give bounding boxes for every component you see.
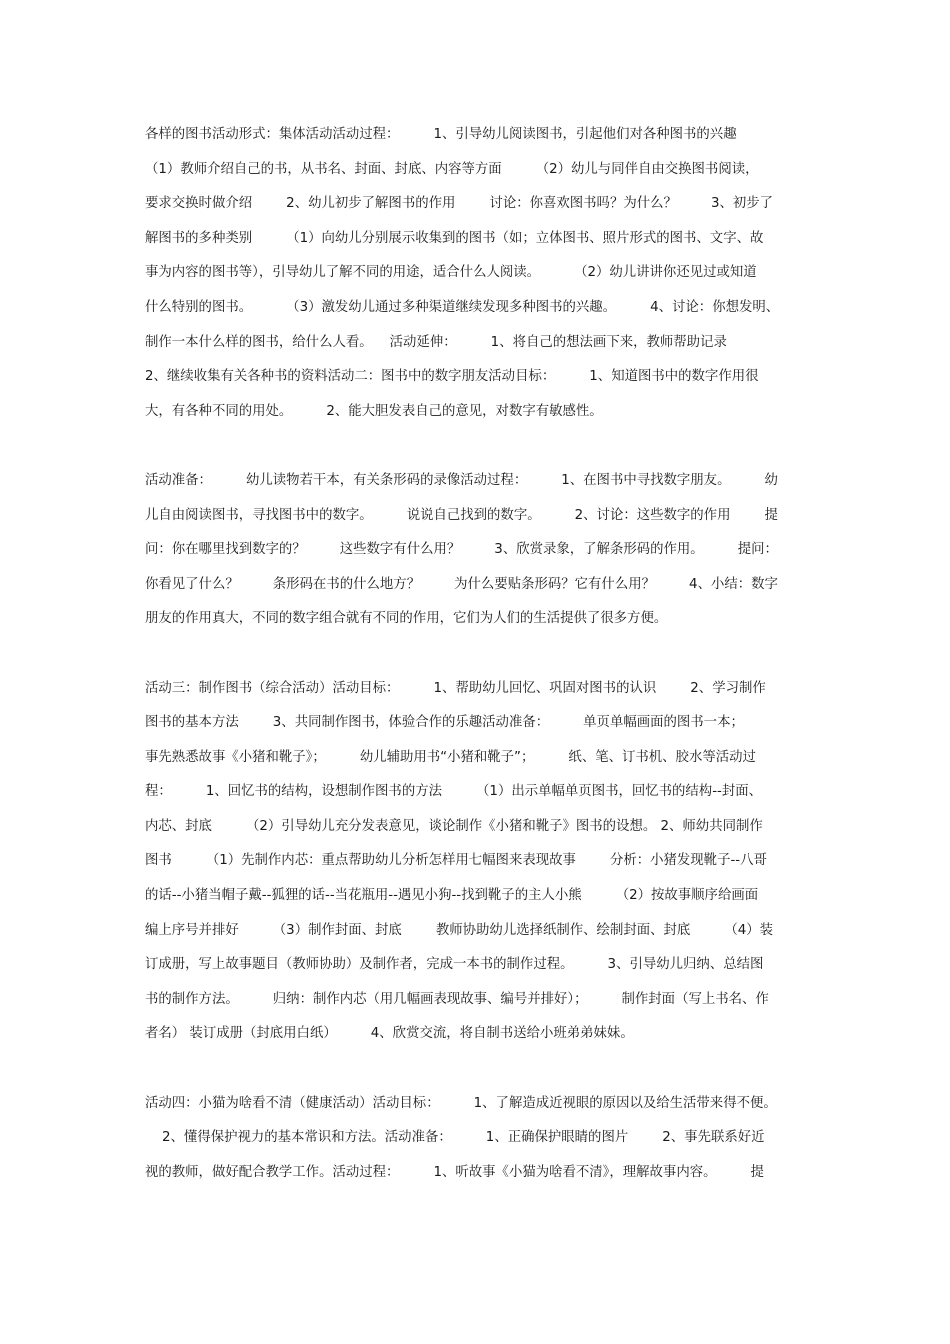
paragraph-3 (145, 672, 815, 1053)
text-line: 活动三：制作图书（综合活动）活动目标： 1、帮助幼儿回忆、巩固对图书的认识 2、学习制作 (145, 680, 766, 696)
text-line: 活动准备： 幼儿读物若干本，有关条形码的录像活动过程： 1、在图书中寻找数字朋友。 幼 (145, 472, 778, 488)
text-line: 制作一本什么样的图书，给什么人看。 活动延伸： 1、将自己的想法画下来，教师帮助记录 (145, 334, 727, 350)
text-line: 各样的图书活动形式：集体活动活动过程： 1、引导幼儿阅读图书，引起他们对各种图书的兴趣 (145, 127, 737, 142)
text-line: 要求交换时做介绍 2、幼儿初步了解图书的作用 讨论：你喜欢图书吗？为什么？ 3、初步了 (145, 196, 774, 212)
text-line: 朋友的作用真大，不同的数字组合就有不同的作用，它们为人们的生活提供了很多方便。 (145, 611, 668, 627)
text-line: 视的教师，做好配合教学工作。活动过程： 1、听故事《小猫为啥看不清》，理解故事内容。 提 (145, 1164, 764, 1180)
text-line: 事先熟悉故事《小猪和靴子》； 幼儿辅助用书“小猪和靴子”； 纸、笔、订书机、胶水等活动过 (145, 749, 756, 765)
text-line: 图书 （1）先制作内芯：重点帮助幼儿分析怎样用七幅图来表现故事 分析：小猪发现靴子--八哥 (145, 853, 767, 869)
paragraph-gap (145, 1052, 815, 1087)
paragraph-gap (145, 637, 815, 672)
paragraph-2 (145, 464, 815, 637)
text-line: 儿自由阅读图书，寻找图书中的数字。 说说自己找到的数字。 2、讨论：这些数字的作用 提 (145, 507, 778, 523)
text-line: 事为内容的图书等），引导幼儿了解不同的用途，适合什么人阅读。 （2）幼儿讲讲你还见过或知道 (145, 265, 757, 281)
paragraph-gap (145, 429, 815, 464)
text-line: 编上序号并排好 （3）制作封面、封底 教师协助幼儿选择纸制作、绘制封面、封底 （4）装 (145, 922, 774, 938)
text-line: 2、继续收集有关各种书的资料活动二：图书中的数字朋友活动目标： 1、知道图书中的数字作用很 (145, 369, 759, 385)
paragraph-1 (145, 118, 815, 429)
text-line: 内芯、封底 （2）引导幼儿充分发表意见，谈论制作《小猪和靴子》图书的设想。 2、师幼共同制作 (145, 818, 763, 834)
text-line: （1）教师介绍自己的书，从书名、封面、封底、内容等方面 （2）幼儿与同伴自由交换图书阅读， (145, 161, 759, 177)
text-line: 2、懂得保护视力的基本常识和方法。活动准备： 1、正确保护眼睛的图片 2、事先联系好近 (145, 1130, 765, 1146)
text-line: 什么特别的图书。 （3）激发幼儿通过多种渠道继续发现多种图书的兴趣。 4、讨论：你想发明、 (145, 299, 780, 315)
document-body (145, 118, 815, 1190)
text-line: 订成册，写上故事题目（教师协助）及制作者，完成一本书的制作过程。 3、引导幼儿归纳、总结图 (145, 957, 764, 973)
text-line: 大，有各种不同的用处。 2、能大胆发表自己的意见，对数字有敏感性。 (145, 403, 603, 419)
text-line: 你看见了什么？ 条形码在书的什么地方？ 为什么要贴条形码？它有什么用？ 4、小结：数字 (145, 576, 778, 592)
text-line: 问：你在哪里找到数字的？ 这些数字有什么用？ 3、欣赏录象，了解条形码的作用。 提问： (145, 542, 778, 558)
text-line: 的话--小猪当帽子戴--狐狸的话--当花瓶用--遇见小狗--找到靴子的主人小熊 （2）按故事顺序给画面 (145, 888, 759, 904)
text-line: 活动四：小猫为啥看不清（健康活动）活动目标： 1、了解造成近视眼的原因以及给生活带来得不便。 (145, 1095, 777, 1111)
text-line: 图书的基本方法 3、共同制作图书，体验合作的乐趣活动准备： 单页单幅画面的图书一本； (145, 715, 744, 731)
text-line: 者名） 装订成册（封底用白纸） 4、欣赏交流，将自制书送给小班弟弟妹妹。 (145, 1026, 634, 1042)
paragraph-4 (145, 1087, 815, 1191)
text-line: 程： 1、回忆书的结构，设想制作图书的方法 （1）出示单幅单页图书，回忆书的结构--封面、 (145, 784, 763, 800)
text-line: 书的制作方法。 归纳：制作内芯（用几幅画表现故事、编号并排好）； 制作封面（写上书名、作 (145, 991, 769, 1007)
text-line: 解图书的多种类别 （1）向幼儿分别展示收集到的图书（如；立体图书、照片形式的图书、文字、故 (145, 230, 764, 246)
